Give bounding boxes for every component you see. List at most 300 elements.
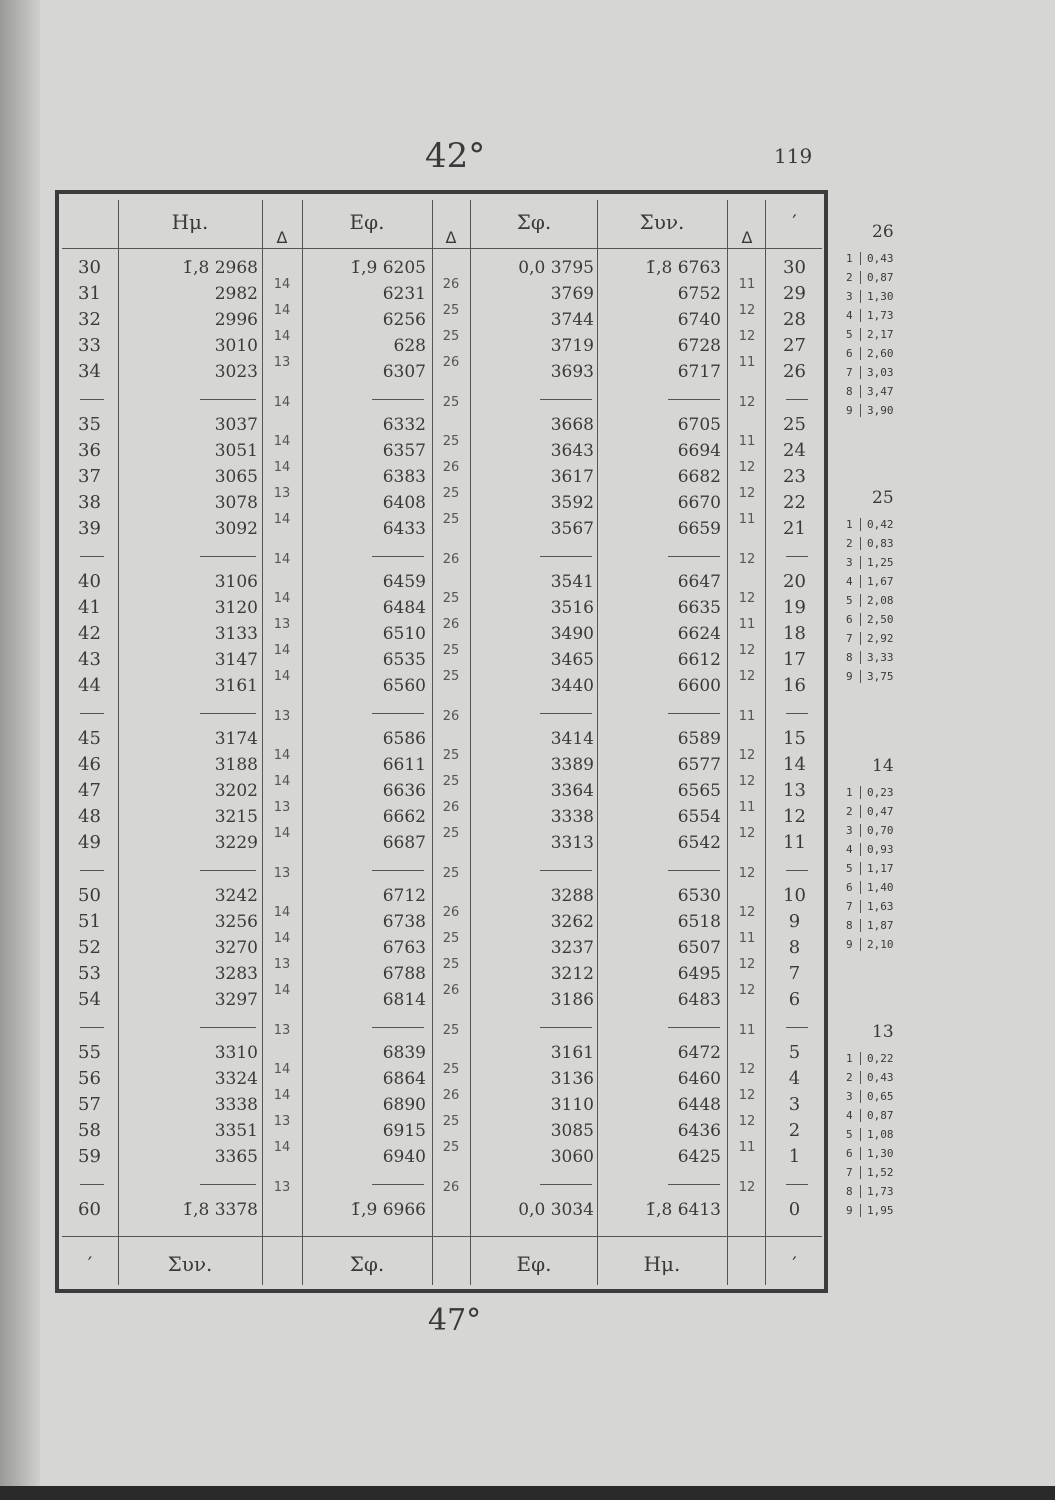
footer-rule xyxy=(62,1236,822,1237)
difference-tan: 26 xyxy=(442,617,460,633)
difference-cos: 12 xyxy=(738,1088,756,1104)
row-minute-right: 1 xyxy=(788,1146,801,1168)
row-minute-right: 20 xyxy=(783,571,806,592)
row-cot: 3744 xyxy=(550,310,594,331)
row-minute: 57 xyxy=(78,1094,101,1116)
proportional-parts-value: 1,40 xyxy=(860,881,894,894)
proportional-parts-index: 8 xyxy=(846,1185,853,1198)
proportional-parts-value: 3,47 xyxy=(860,385,894,398)
footer-minute-right: ′ xyxy=(792,1252,797,1276)
row-minute-right: 14 xyxy=(783,754,806,776)
difference-sin: 13 xyxy=(273,1022,291,1038)
row-minute: 50 xyxy=(78,885,101,906)
proportional-parts-row xyxy=(846,252,894,265)
row-minute: 54 xyxy=(78,989,101,1011)
footer-tan: Εφ. xyxy=(516,1252,552,1276)
row-minute-right: 29 xyxy=(783,283,806,305)
proportional-parts-index: 8 xyxy=(846,385,853,398)
row-minute: 30 xyxy=(78,257,101,278)
row-cos: 6542 xyxy=(677,833,721,854)
row-cot: 3085 xyxy=(550,1121,594,1142)
row-sin: 3242 xyxy=(214,886,258,906)
bottom-angle-label: 47° xyxy=(428,1303,482,1338)
row-cot: 3212 xyxy=(550,964,594,985)
row-tan: 1̄,9 6966 xyxy=(350,1200,426,1220)
group-separator xyxy=(786,1027,808,1028)
row-cot: 3288 xyxy=(550,886,594,906)
row-sin: 3037 xyxy=(214,415,258,435)
header-tan: Εφ. xyxy=(349,210,385,234)
row-tan: 6332 xyxy=(382,415,426,435)
row-minute: 58 xyxy=(78,1120,101,1142)
row-cos: 6530 xyxy=(677,886,721,906)
difference-cos: 11 xyxy=(738,355,756,371)
header-sin: Ημ. xyxy=(171,210,209,234)
row-tan: 628 xyxy=(393,336,426,357)
row-sin: 3147 xyxy=(214,650,258,671)
proportional-parts-value: 0,43 xyxy=(860,252,894,265)
proportional-parts-index: 2 xyxy=(846,805,853,818)
row-sin: 3120 xyxy=(214,598,258,619)
row-minute: 43 xyxy=(78,649,101,671)
row-minute-right: 10 xyxy=(783,885,806,906)
row-minute-right: 5 xyxy=(788,1042,801,1063)
row-sin: 3365 xyxy=(214,1147,258,1168)
row-sin: 3161 xyxy=(214,676,258,697)
difference-cos: 12 xyxy=(738,1179,756,1195)
header-cos: Συν. xyxy=(639,210,685,234)
difference-tan: 26 xyxy=(442,983,460,999)
group-separator xyxy=(668,713,720,714)
difference-tan: 25 xyxy=(442,1022,460,1038)
row-sin: 3106 xyxy=(214,572,258,592)
proportional-parts-title: 25 xyxy=(872,488,894,508)
row-tan: 6586 xyxy=(382,729,426,749)
row-tan: 6915 xyxy=(382,1121,426,1142)
difference-sin: 14 xyxy=(273,512,291,528)
group-separator xyxy=(372,870,424,871)
row-minute-right: 27 xyxy=(783,335,806,357)
footer-minute-left: ′ xyxy=(87,1252,93,1276)
row-minute: 40 xyxy=(78,571,101,592)
row-minute-right: 25 xyxy=(783,414,806,435)
proportional-parts-row xyxy=(846,1185,894,1198)
row-cos: 6495 xyxy=(677,964,721,985)
row-tan: 6738 xyxy=(382,912,426,933)
proportional-parts-value: 3,75 xyxy=(860,670,894,683)
row-sin: 3051 xyxy=(214,441,258,462)
row-cot: 0,0 3034 xyxy=(518,1200,594,1220)
row-minute: 59 xyxy=(78,1146,101,1168)
group-separator xyxy=(80,399,104,400)
row-cot: 0,0 3795 xyxy=(518,258,594,278)
proportional-parts-index: 4 xyxy=(846,1109,853,1122)
proportional-parts-row xyxy=(846,594,894,607)
proportional-parts-index: 8 xyxy=(846,651,853,664)
proportional-parts-index: 1 xyxy=(846,518,853,531)
proportional-parts-value: 1,08 xyxy=(860,1128,894,1141)
proportional-parts-row xyxy=(846,271,894,284)
row-sin: 2996 xyxy=(214,310,258,331)
difference-tan: 25 xyxy=(442,486,460,502)
difference-sin: 14 xyxy=(273,905,291,921)
proportional-parts-value: 0,42 xyxy=(860,518,894,531)
group-separator xyxy=(786,1184,808,1185)
row-minute-right: 7 xyxy=(788,963,801,985)
difference-cos: 11 xyxy=(738,434,756,450)
row-cos: 6635 xyxy=(677,598,721,619)
row-cot: 3389 xyxy=(550,755,594,776)
group-separator xyxy=(786,870,808,871)
row-cos: 6425 xyxy=(677,1147,721,1168)
proportional-parts-value: 1,63 xyxy=(860,900,894,913)
proportional-parts-index: 3 xyxy=(846,824,853,837)
proportional-parts-value: 1,73 xyxy=(860,1185,894,1198)
proportional-parts-index: 7 xyxy=(846,632,853,645)
row-cot: 3364 xyxy=(550,781,594,802)
proportional-parts-index: 3 xyxy=(846,556,853,569)
row-minute: 41 xyxy=(78,597,101,619)
difference-sin: 14 xyxy=(273,394,291,410)
row-tan: 6535 xyxy=(382,650,426,671)
proportional-parts-value: 3,33 xyxy=(860,651,894,664)
row-minute: 33 xyxy=(78,335,101,357)
difference-sin: 14 xyxy=(273,434,291,450)
page-number: 119 xyxy=(774,144,813,168)
difference-sin: 13 xyxy=(273,865,291,881)
row-cot: 3440 xyxy=(550,676,594,697)
page-gutter-shadow xyxy=(0,0,40,1500)
row-cot: 3541 xyxy=(550,572,594,592)
group-separator xyxy=(668,1027,720,1028)
row-minute: 49 xyxy=(78,832,101,854)
row-sin: 3338 xyxy=(214,1095,258,1116)
difference-sin: 14 xyxy=(273,774,291,790)
row-sin: 3023 xyxy=(214,362,258,383)
row-cos: 6728 xyxy=(677,336,721,357)
row-tan: 6484 xyxy=(382,598,426,619)
difference-cos: 12 xyxy=(738,551,756,567)
proportional-parts-row xyxy=(846,309,894,322)
row-tan: 6231 xyxy=(382,284,426,305)
proportional-parts-index: 7 xyxy=(846,1166,853,1179)
row-minute-right: 4 xyxy=(788,1068,801,1090)
group-separator xyxy=(786,556,808,557)
group-separator xyxy=(668,1184,720,1185)
proportional-parts-row xyxy=(846,824,894,837)
difference-cos: 12 xyxy=(738,303,756,319)
difference-cos: 12 xyxy=(738,1062,756,1078)
difference-sin: 14 xyxy=(273,826,291,842)
row-cot: 3338 xyxy=(550,807,594,828)
proportional-parts-value: 1,95 xyxy=(860,1204,894,1217)
proportional-parts-row xyxy=(846,328,894,341)
difference-cos: 12 xyxy=(738,865,756,881)
proportional-parts-row xyxy=(846,1128,894,1141)
difference-cos: 11 xyxy=(738,277,756,293)
difference-cos: 12 xyxy=(738,774,756,790)
proportional-parts-index: 4 xyxy=(846,843,853,856)
row-cot: 3617 xyxy=(550,467,594,488)
proportional-parts-value: 0,47 xyxy=(860,805,894,818)
proportional-parts-index: 6 xyxy=(846,347,853,360)
difference-cos: 11 xyxy=(738,931,756,947)
group-separator xyxy=(80,713,104,714)
row-cos: 1̄,8 6763 xyxy=(645,258,721,278)
proportional-parts-index: 9 xyxy=(846,938,853,951)
proportional-parts-row xyxy=(846,1147,894,1160)
difference-sin: 14 xyxy=(273,983,291,999)
row-tan: 6687 xyxy=(382,833,426,854)
row-minute: 52 xyxy=(78,937,101,959)
proportional-parts-index: 9 xyxy=(846,1204,853,1217)
difference-tan: 26 xyxy=(442,708,460,724)
header-delta-cos: Δ xyxy=(741,228,753,247)
row-cos: 6612 xyxy=(677,650,721,671)
difference-cos: 11 xyxy=(738,617,756,633)
row-cot: 3668 xyxy=(550,415,594,435)
proportional-parts-title: 13 xyxy=(872,1022,894,1042)
row-sin: 3010 xyxy=(214,336,258,357)
row-minute: 36 xyxy=(78,440,101,462)
proportional-parts-value: 0,23 xyxy=(860,786,894,799)
proportional-parts-index: 5 xyxy=(846,328,853,341)
difference-cos: 12 xyxy=(738,1114,756,1130)
row-cot: 3567 xyxy=(550,519,594,540)
row-minute: 48 xyxy=(78,806,101,828)
row-minute-right: 8 xyxy=(788,937,801,959)
row-tan: 6408 xyxy=(382,493,426,514)
proportional-parts-value: 2,92 xyxy=(860,632,894,645)
proportional-parts-value: 1,17 xyxy=(860,862,894,875)
difference-tan: 26 xyxy=(442,905,460,921)
row-sin: 3188 xyxy=(214,755,258,776)
proportional-parts-row xyxy=(846,537,894,550)
difference-sin: 14 xyxy=(273,931,291,947)
difference-sin: 14 xyxy=(273,551,291,567)
row-cos: 6682 xyxy=(677,467,721,488)
row-minute: 37 xyxy=(78,466,101,488)
row-minute-right: 13 xyxy=(783,780,806,802)
proportional-parts-row xyxy=(846,786,894,799)
row-tan: 1̄,9 6205 xyxy=(350,258,426,278)
difference-sin: 14 xyxy=(273,277,291,293)
difference-sin: 13 xyxy=(273,957,291,973)
proportional-parts-row xyxy=(846,862,894,875)
row-tan: 6611 xyxy=(382,755,426,776)
row-sin: 1̄,8 2968 xyxy=(182,258,258,278)
row-tan: 6256 xyxy=(382,310,426,331)
proportional-parts-value: 1,30 xyxy=(860,290,894,303)
row-cos: 6518 xyxy=(677,912,721,933)
proportional-parts-row xyxy=(846,385,894,398)
proportional-parts-row xyxy=(846,919,894,932)
proportional-parts-index: 3 xyxy=(846,290,853,303)
column-divider xyxy=(302,200,303,1285)
row-minute: 56 xyxy=(78,1068,101,1090)
row-sin: 3283 xyxy=(214,964,258,985)
row-tan: 6712 xyxy=(382,886,426,906)
column-divider xyxy=(118,200,119,1285)
difference-tan: 25 xyxy=(442,931,460,947)
row-cos: 6624 xyxy=(677,624,721,645)
difference-cos: 12 xyxy=(738,669,756,685)
group-separator xyxy=(540,399,592,400)
group-separator xyxy=(80,556,104,557)
row-sin: 3092 xyxy=(214,519,258,540)
proportional-parts-value: 0,93 xyxy=(860,843,894,856)
proportional-parts-row xyxy=(846,613,894,626)
top-angle-label: 42° xyxy=(425,136,486,176)
row-tan: 6510 xyxy=(382,624,426,645)
group-separator xyxy=(540,556,592,557)
difference-tan: 26 xyxy=(442,460,460,476)
row-cos: 6717 xyxy=(677,362,721,383)
row-sin: 3229 xyxy=(214,833,258,854)
proportional-parts-index: 4 xyxy=(846,575,853,588)
difference-cos: 12 xyxy=(738,748,756,764)
row-tan: 6890 xyxy=(382,1095,426,1116)
row-minute: 60 xyxy=(78,1199,101,1220)
row-minute: 39 xyxy=(78,518,101,540)
group-separator xyxy=(668,556,720,557)
column-divider xyxy=(727,200,728,1285)
row-sin: 3065 xyxy=(214,467,258,488)
row-cos: 6600 xyxy=(677,676,721,697)
row-minute: 38 xyxy=(78,492,101,514)
difference-cos: 11 xyxy=(738,800,756,816)
row-tan: 6814 xyxy=(382,990,426,1011)
row-minute: 55 xyxy=(78,1042,101,1063)
group-separator xyxy=(200,870,256,871)
row-tan: 6433 xyxy=(382,519,426,540)
difference-tan: 25 xyxy=(442,591,460,607)
row-minute: 31 xyxy=(78,283,101,305)
difference-tan: 25 xyxy=(442,434,460,450)
column-divider xyxy=(765,200,766,1285)
difference-tan: 26 xyxy=(442,551,460,567)
proportional-parts-index: 1 xyxy=(846,786,853,799)
row-cos: 1̄,8 6413 xyxy=(645,1200,721,1220)
difference-cos: 11 xyxy=(738,708,756,724)
group-separator xyxy=(540,1027,592,1028)
difference-sin: 14 xyxy=(273,1062,291,1078)
proportional-parts-index: 2 xyxy=(846,1071,853,1084)
row-sin: 3202 xyxy=(214,781,258,802)
group-separator xyxy=(80,870,104,871)
proportional-parts-index: 7 xyxy=(846,366,853,379)
row-tan: 6788 xyxy=(382,964,426,985)
proportional-parts-index: 5 xyxy=(846,862,853,875)
difference-cos: 12 xyxy=(738,486,756,502)
row-minute-right: 30 xyxy=(783,257,806,278)
row-cot: 3237 xyxy=(550,938,594,959)
proportional-parts-index: 7 xyxy=(846,900,853,913)
proportional-parts-row xyxy=(846,1109,894,1122)
row-minute-right: 9 xyxy=(788,911,801,933)
footer-sin: Ημ. xyxy=(643,1252,681,1276)
row-cos: 6670 xyxy=(677,493,721,514)
row-cos: 6694 xyxy=(677,441,721,462)
row-minute-right: 17 xyxy=(783,649,806,671)
proportional-parts-index: 2 xyxy=(846,271,853,284)
group-separator xyxy=(668,399,720,400)
row-minute: 45 xyxy=(78,728,101,749)
row-sin: 3174 xyxy=(214,729,258,749)
group-separator xyxy=(668,870,720,871)
difference-tan: 25 xyxy=(442,865,460,881)
proportional-parts-index: 8 xyxy=(846,919,853,932)
difference-tan: 26 xyxy=(442,1088,460,1104)
difference-tan: 26 xyxy=(442,277,460,293)
row-cot: 3769 xyxy=(550,284,594,305)
row-tan: 6940 xyxy=(382,1147,426,1168)
row-cos: 6472 xyxy=(677,1043,721,1063)
group-separator xyxy=(372,556,424,557)
row-minute-right: 28 xyxy=(783,309,806,331)
proportional-parts-row xyxy=(846,575,894,588)
proportional-parts-row xyxy=(846,1052,894,1065)
row-cos: 6577 xyxy=(677,755,721,776)
row-minute: 47 xyxy=(78,780,101,802)
footer-cos: Συν. xyxy=(167,1252,213,1276)
difference-cos: 11 xyxy=(738,1140,756,1156)
row-tan: 6662 xyxy=(382,807,426,828)
row-minute-right: 3 xyxy=(788,1094,801,1116)
group-separator xyxy=(540,1184,592,1185)
row-tan: 6636 xyxy=(382,781,426,802)
row-cot: 3643 xyxy=(550,441,594,462)
row-cot: 3060 xyxy=(550,1147,594,1168)
row-minute-right: 26 xyxy=(783,361,806,383)
difference-tan: 25 xyxy=(442,669,460,685)
row-cos: 6436 xyxy=(677,1121,721,1142)
difference-tan: 25 xyxy=(442,748,460,764)
group-separator xyxy=(540,870,592,871)
difference-tan: 25 xyxy=(442,303,460,319)
row-cos: 6589 xyxy=(677,729,721,749)
row-sin: 1̄,8 3378 xyxy=(182,1200,258,1220)
group-separator xyxy=(372,713,424,714)
group-separator xyxy=(80,1027,104,1028)
row-minute-right: 15 xyxy=(783,728,806,749)
row-sin: 3351 xyxy=(214,1121,258,1142)
difference-sin: 14 xyxy=(273,460,291,476)
difference-sin: 13 xyxy=(273,800,291,816)
row-sin: 3310 xyxy=(214,1043,258,1063)
difference-sin: 14 xyxy=(273,669,291,685)
proportional-parts-value: 2,60 xyxy=(860,347,894,360)
difference-cos: 12 xyxy=(738,460,756,476)
row-minute-right: 24 xyxy=(783,440,806,462)
row-sin: 3078 xyxy=(214,493,258,514)
difference-tan: 25 xyxy=(442,512,460,528)
proportional-parts-index: 6 xyxy=(846,613,853,626)
proportional-parts-value: 3,03 xyxy=(860,366,894,379)
proportional-parts-value: 2,08 xyxy=(860,594,894,607)
difference-tan: 26 xyxy=(442,355,460,371)
row-sin: 3133 xyxy=(214,624,258,645)
header-minute-right: ′ xyxy=(792,210,797,234)
row-tan: 6459 xyxy=(382,572,426,592)
footer-cot: Σφ. xyxy=(349,1252,385,1276)
proportional-parts-index: 1 xyxy=(846,252,853,265)
row-sin: 3215 xyxy=(214,807,258,828)
row-cot: 3465 xyxy=(550,650,594,671)
difference-cos: 12 xyxy=(738,957,756,973)
proportional-parts-value: 0,83 xyxy=(860,537,894,550)
difference-sin: 14 xyxy=(273,591,291,607)
